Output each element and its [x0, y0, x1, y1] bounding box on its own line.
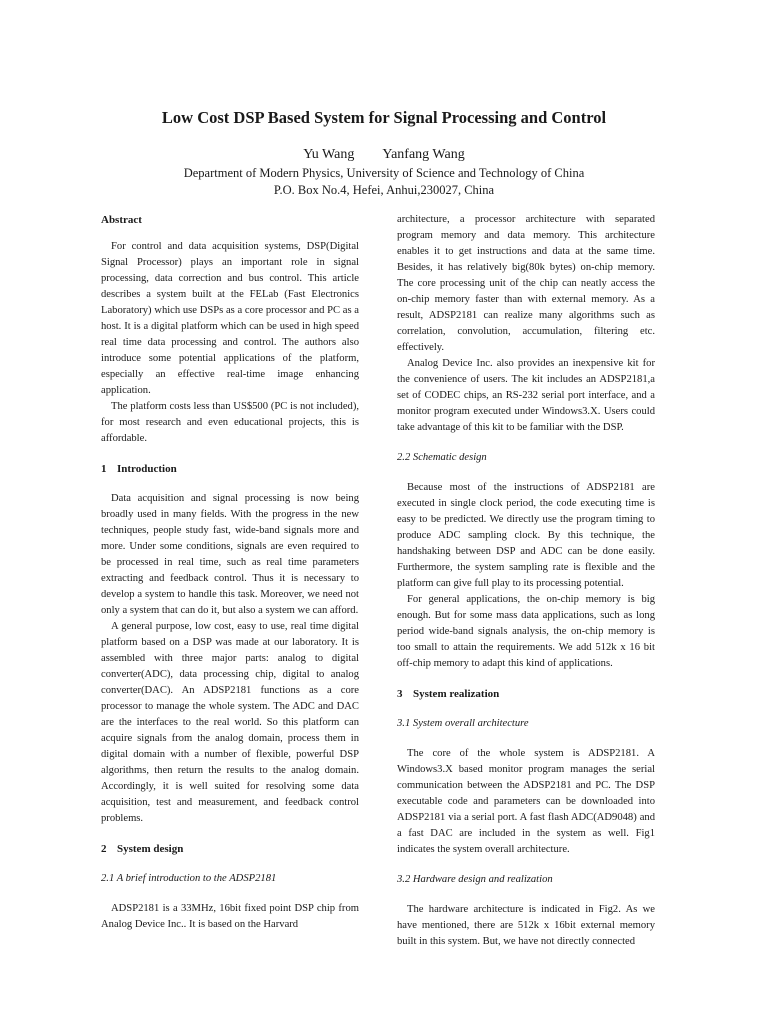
left-column: [101, 212, 359, 933]
subsection-heading: 3.1 System overall architecture: [397, 718, 529, 729]
body-paragraph: Analog Device Inc. also provides an inexpensive kit for the convenience of users. The kit includes an ADSP2181,a set of CODEC chips, an RS-232 serial port interface, and a monitor program executed under Windows3.X. Users could take advantage of this kit to be familiar with the DSP.: [397, 358, 655, 433]
subsection-heading: 2.2 Schematic design: [397, 452, 487, 463]
section-title: System design: [117, 843, 184, 855]
section-heading: [101, 841, 359, 857]
author-list: [0, 147, 768, 163]
body-paragraph: For general applications, the on-chip memory is big enough. But for some mass data applications, such as long period wide-band signals analysis, the on-chip memory is too small to attain the requirements. We add 512k x 16 bit off-chip memory to adapt this kind of applications.: [397, 594, 655, 669]
body-paragraph: Because most of the instructions of ADSP2181 are executed in single clock period, the code executing time is easy to be predicted. We directly use the program timing to produce ADC sampling clock. By this technique, the handshaking between DSP and ADC can be done easily. Furthermore, the system sampling rate is flexible and the platform can give full play to its processing potential.: [397, 482, 655, 589]
body-paragraph: The core of the whole system is ADSP2181. A Windows3.X based monitor program manages the serial communication between the ADSP2181 and PC. The DSP executable code and parameters can be downloaded into ADSP2181 via a serial port. A fast flash ADC(AD9048) and a fast DAC are included in the system as well. Fig1 indicates the system overall architecture.: [397, 748, 655, 855]
body-paragraph: The hardware architecture is indicated in Fig2. As we have mentioned, there are 512k x 16bit external memory built in this system. But, we have not directly connected: [397, 904, 655, 947]
abstract-heading: Abstract: [101, 214, 142, 226]
affiliation-address: P.O. Box No.4, Hefei, Anhui,230027, China: [273, 183, 495, 197]
subsection-heading: 3.2 Hardware design and realization: [397, 874, 553, 885]
abstract-paragraph: For control and data acquisition systems, DSP(Digital Signal Processor) plays an important role in signal processing, data correction and bus control. This article describes a system built at the FELab (Fast Electronics Laboratory) which use DSPs as a core processor and PC as a host. It is a digital platform which can be used in high speed real time data processing and control. The authors also introduce some potential applications of the platform, especially an effective real-time image enhancing application.: [101, 241, 359, 396]
body-paragraph: A general purpose, low cost, easy to use, real time digital platform based on a DSP was made at our laboratory. It is assembled with three major parts: analog to digital converter(ADC), data processing chip, digital to analog converter(DAC). An ADSP2181 functions as a core processor to manage the whole system. The ADC and DAC are the interfaces to the real world. So this platform can acquire signals from the analog domain, process them in digital domain with a number of flexible, powerful DSP algorithms, then return the results to the analog domain. Accordingly, it is well suited for resolving some data acquisition, test and measurement, and feedback control problems.: [101, 621, 359, 824]
subsection-heading: 2.1 A brief introduction to the ADSP2181: [101, 873, 277, 884]
body-paragraph-continued: architecture, a processor architecture with separated program memory and data memory. This architecture enables it to get instructions and data at the same time. Besides, it has relatively big(80k bytes) on-chip memory. The core processing unit of the chip can neatly access the on-chip memory faster than with external memory. As a result, ADSP2181 can realize many algorithms such as correlation, convolution, accumulation, filtering etc. effectively.: [397, 214, 655, 353]
section-title: System realization: [413, 688, 500, 700]
author-name: Yu Wang: [303, 147, 355, 162]
section-title: Introduction: [117, 463, 177, 475]
section-heading: [101, 461, 359, 477]
section-number: 2: [101, 843, 107, 855]
paper-title: Low Cost DSP Based System for Signal Processing and Control: [161, 108, 607, 127]
body-paragraph: Data acquisition and signal processing is now being broadly used in many fields. With the progress in the new techniques, people study fast, wide-band signals more and more. Under some conditions, signals are even required to be processed in real time, such as real time parameters extracting and feedback control. Thus it is necessary to develop a system to handle this task. Moreover, we need not only a system that can do it, but also a system we can afford.: [101, 493, 359, 616]
section-number: 1: [101, 463, 107, 475]
affiliation: Department of Modern Physics, University of Science and Technology of China: [183, 166, 585, 180]
abstract-paragraph: The platform costs less than US$500 (PC is not included), for most research and even educational projects, this is affordable.: [101, 401, 359, 444]
section-heading: [397, 686, 655, 702]
author-name: Yanfang Wang: [382, 147, 465, 162]
right-column: [397, 212, 655, 950]
body-paragraph: ADSP2181 is a 33MHz, 16bit fixed point DSP chip from Analog Device Inc.. It is based on the Harvard: [101, 903, 359, 930]
section-number: 3: [397, 688, 403, 700]
